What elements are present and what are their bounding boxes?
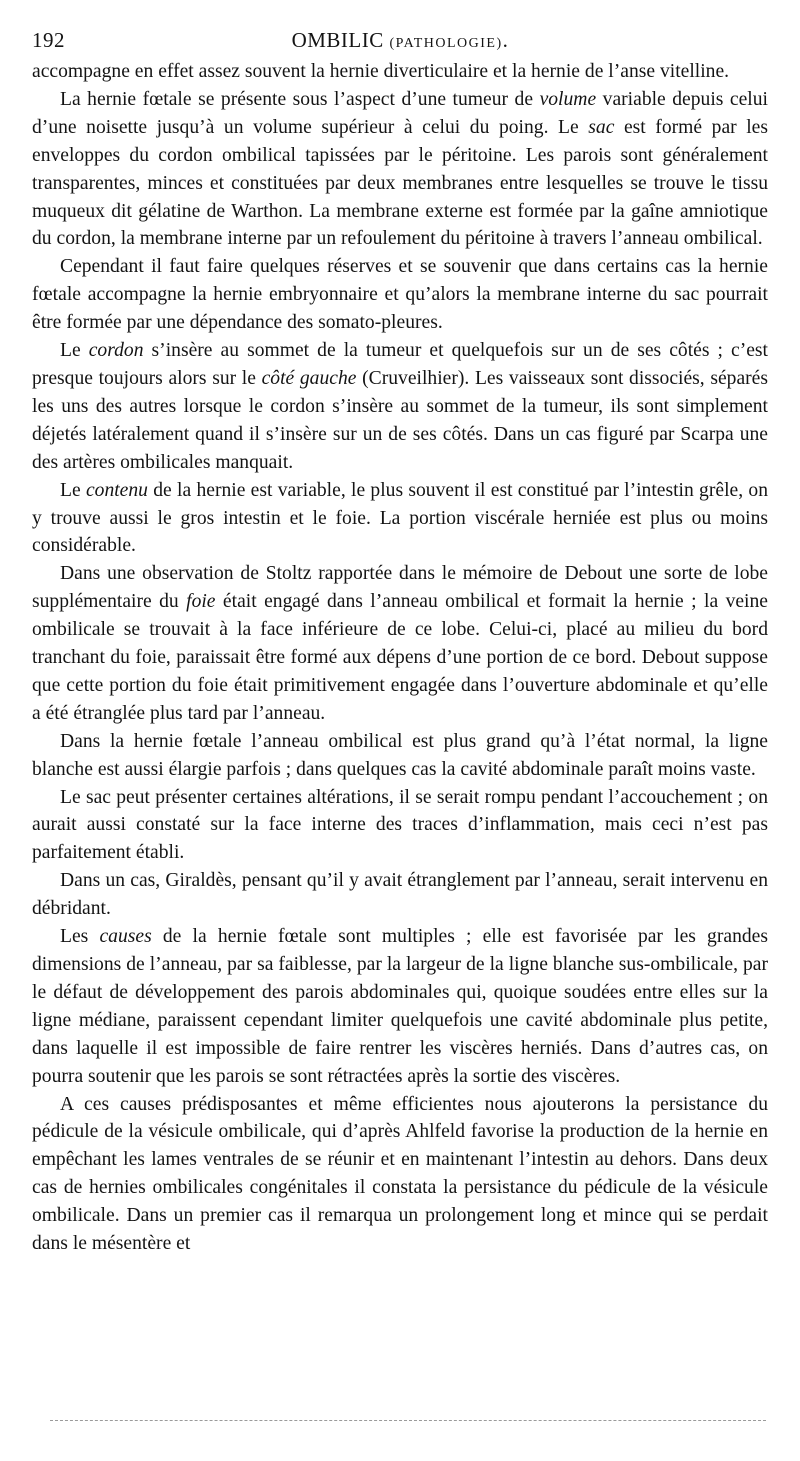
emphasis-text: causes — [99, 926, 152, 948]
paragraph — [32, 477, 768, 561]
running-title-end: . — [502, 28, 509, 52]
text-run: est formé par les enveloppes du cordon ombilical tapissées par le péritoine. Les parois sont généralement transparentes, minces et constituées par deux membranes entre lesquelles se trouve le tissu muqueux dit gélatine de Warthon. La membrane externe est formée par la gaîne amniotique du cordon, la membrane interne par un refoulement du péritoine à travers l’anneau ombilical. — [32, 116, 768, 250]
paragraph — [32, 1091, 768, 1258]
running-title-sub: (PATHOLOGIE) — [389, 36, 503, 51]
emphasis-text: côté gauche — [261, 367, 357, 389]
text-run: (Cruveilhier). Les vaisseaux sont dissociés, séparés les uns des autres lorsque le cordon s’insère au sommet de la tumeur, ils sont simplement déjetés latéralement quand il s’insère sur un de ses côtés. Dans un cas figuré par Scarpa une des artères ombilicales manquait. — [32, 367, 768, 473]
emphasis-text: volume — [539, 88, 597, 110]
text-run: A ces causes prédisposantes et même efficientes nous ajouterons la persistance du pédicule de la vésicule ombilicale, qui d’après Ahlfeld favorise la production de la hernie en empêchant les lames ventrales de se réunir et en maintenant l’intestin au dehors. Dans deux cas de hernies ombilicales congénitales il constata la persistance du pédicule de la vésicule ombilicale. Dans un premier cas il remarqua un prolongement long et mince qui se perdait dans le mésentère et — [32, 1093, 768, 1255]
running-title — [32, 28, 768, 53]
text-run: variable depuis celui d’une noisette jusqu’à un volume supérieur à celui du poing. Le — [32, 88, 768, 138]
emphasis-text: sac — [588, 116, 615, 138]
text-run: La hernie fœtale se présente sous l’aspect d’une tumeur de — [60, 88, 540, 110]
text-run: Le — [60, 479, 86, 501]
paragraph — [32, 337, 768, 477]
paragraph — [32, 867, 768, 923]
text-run: de la hernie est variable, le plus souvent il est constitué par l’intestin grêle, on y trouve aussi le gros intestin et le foie. La portion viscérale herniée est plus ou moins considérable. — [32, 479, 768, 557]
text-run: Dans une observation de Stoltz rapportée dans le mémoire de Debout une sorte de lobe supplémentaire du — [32, 563, 768, 613]
body-text — [32, 58, 768, 1258]
paragraph — [32, 728, 768, 784]
text-run: Les — [60, 926, 100, 948]
text-run: Le sac peut présenter certaines altérations, il se serait rompu pendant l’accouchement ; on aurait aussi constaté sur la face interne des traces d’inflammation, mais ceci n’est pas parfaitement établi. — [32, 786, 768, 864]
paragraph — [32, 923, 768, 1090]
emphasis-text: foie — [186, 591, 216, 613]
paragraph — [32, 560, 768, 727]
text-run: était engagé dans l’anneau ombilical et formait la hernie ; la veine ombilicale se trouvait à la face inférieure de ce lobe. Celui-ci, placé au milieu du bord tranchant du foie, paraissait être formé aux dépens d’une portion de ce bord. Debout suppose que cette portion du foie était primitivement engagée dans l’ouverture abdominale et qu’elle a été étranglée plus tard par l’anneau. — [32, 591, 768, 724]
text-run: Dans la hernie fœtale l’anneau ombilical est plus grand qu’à l’état normal, la ligne blanche est aussi élargie parfois ; dans quelques cas la cavité abdominale paraît moins vaste. — [32, 730, 768, 780]
emphasis-text: cordon — [88, 340, 144, 362]
text-run: s’insère au sommet de la tumeur et quelquefois sur un de ses côtés ; c’est presque toujours alors sur le — [32, 340, 768, 389]
paragraph — [32, 58, 768, 86]
text-run: de la hernie fœtale sont multiples ; elle est favorisée par les grandes dimensions de l’anneau, par sa faiblesse, par la largeur de la ligne blanche sus-ombilicale, par le défaut de développement des parois abdominales qui, quoique soudées entre elles sur la ligne médiane, paraissent cependant limiter quelquefois une cavité abdominale plus petite, dans laquelle il est impossible de faire rentrer les viscères herniés. Dans d’autres cas, on pourra soutenir que les parois se sont rétractées après la sortie des viscères. — [32, 926, 768, 1087]
text-run: Cependant il faut faire quelques réserves et se souvenir que dans certains cas la hernie fœtale accompagne la hernie embryonnaire et qu’alors la membrane interne du sac pourrait être formée par une dépendance des somato-pleures. — [32, 256, 768, 334]
footer-rule — [50, 1420, 766, 1421]
text-run: Dans un cas, Giraldès, pensant qu’il y avait étranglement par l’anneau, serait intervenu en débridant. — [32, 870, 768, 920]
paragraph — [32, 253, 768, 337]
emphasis-text: contenu — [85, 479, 148, 501]
running-title-main: OMBILIC — [291, 28, 384, 52]
text-run: Le — [60, 340, 89, 362]
page-number: 192 — [32, 28, 65, 52]
running-header — [32, 28, 768, 58]
paragraph — [32, 784, 768, 868]
document-page — [32, 28, 768, 1258]
paragraph — [32, 86, 768, 253]
text-run: accompagne en effet assez souvent la hernie diverticulaire et la hernie de l’anse vitelline. — [32, 61, 730, 82]
